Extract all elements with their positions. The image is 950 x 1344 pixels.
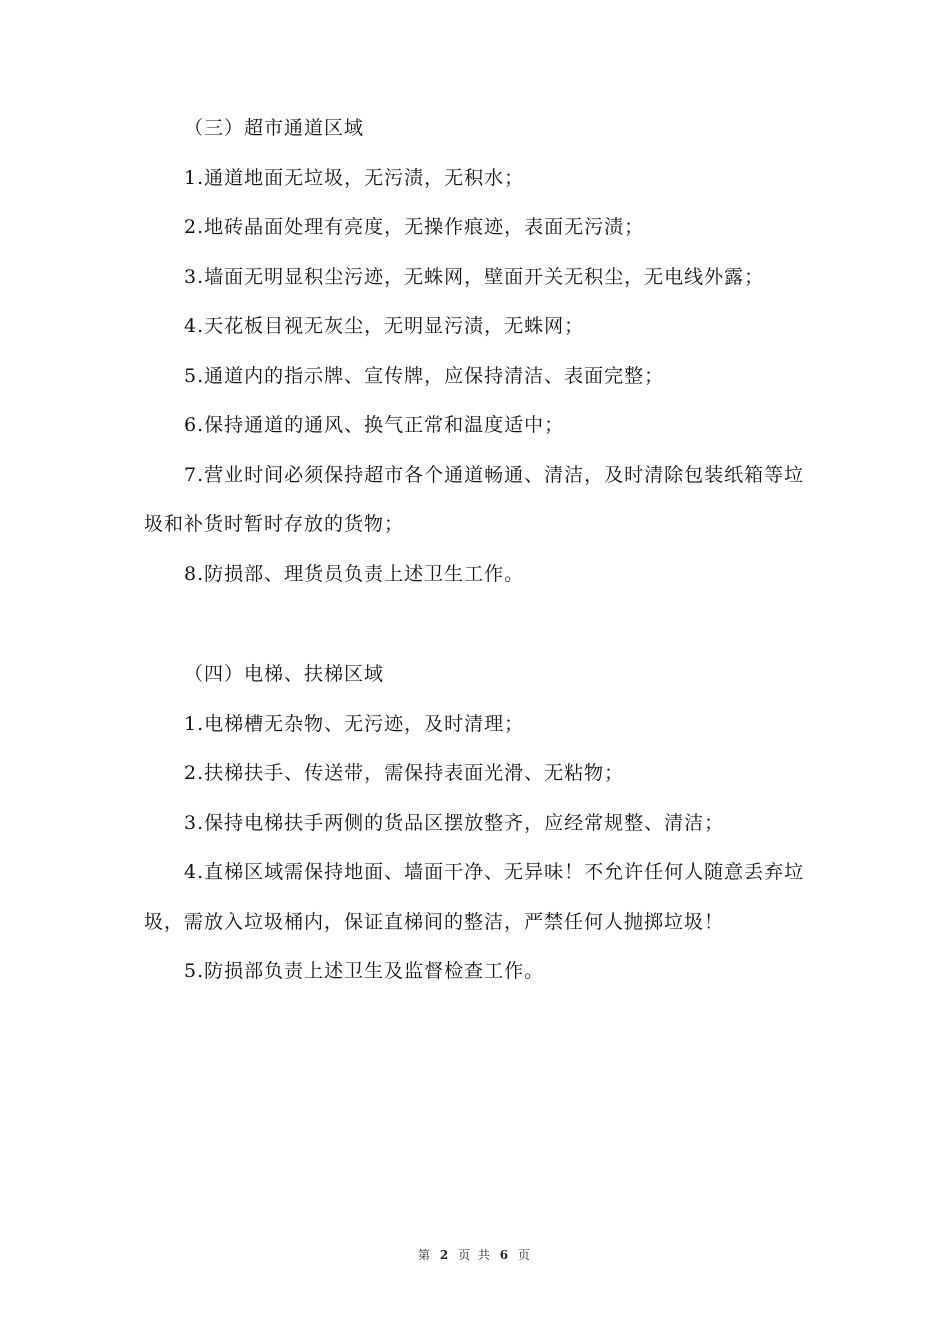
list-item: 6.保持通道的通风、换气正常和温度适中； [184, 414, 565, 436]
page-footer [0, 1246, 950, 1263]
section-aisle-area [144, 104, 819, 599]
list-item: 1.电梯槽无杂物、无污迹，及时清理； [184, 712, 525, 735]
section-heading: （三）超市通道区域 [184, 117, 365, 139]
total-pages-number: 6 [499, 1248, 511, 1262]
footer-prefix: 第 [418, 1248, 433, 1262]
list-item: 4.天花板目视无灰尘，无明显污渍，无蛛网； [184, 315, 585, 337]
footer-middle: 页 共 [458, 1248, 492, 1262]
list-item: 3.墙面无明显积尘污迹，无蛛网，壁面开关无积尘，无电线外露； [184, 265, 765, 288]
list-item: 2.扶梯扶手、传送带，需保持表面光滑、无粘物； [184, 762, 625, 784]
list-item: 1.通道地面无垃圾，无污渍，无积水； [184, 166, 525, 189]
footer-suffix: 页 [517, 1248, 532, 1262]
section-elevator-area [144, 650, 819, 997]
list-item: 2.地砖晶面处理有亮度，无操作痕迹，表面无污渍； [184, 216, 645, 238]
list-item: 5.防损部负责上述卫生及监督检查工作。 [184, 960, 545, 982]
list-item: 7.营业时间必须保持超市各个通道畅通、清洁，及时清除包装纸箱等垃圾和补货时暂时存放的货物； [144, 463, 805, 535]
list-item: 8.防损部、理货员负责上述卫生工作。 [184, 562, 525, 585]
list-item: 4.直梯区域需保持地面、墙面干净、无异味！不允许任何人随意丢弃垃圾，需放入垃圾桶内，保证直梯间的整洁，严禁任何人抛掷垃圾！ [144, 861, 805, 933]
list-item: 3.保持电梯扶手两侧的货品区摆放整齐，应经常规整、清洁； [184, 811, 725, 834]
list-item: 5.通道内的指示牌、宣传牌，应保持清洁、表面完整； [184, 364, 665, 387]
current-page-number: 2 [439, 1248, 451, 1262]
section-heading: （四）电梯、扶梯区域 [184, 663, 385, 685]
